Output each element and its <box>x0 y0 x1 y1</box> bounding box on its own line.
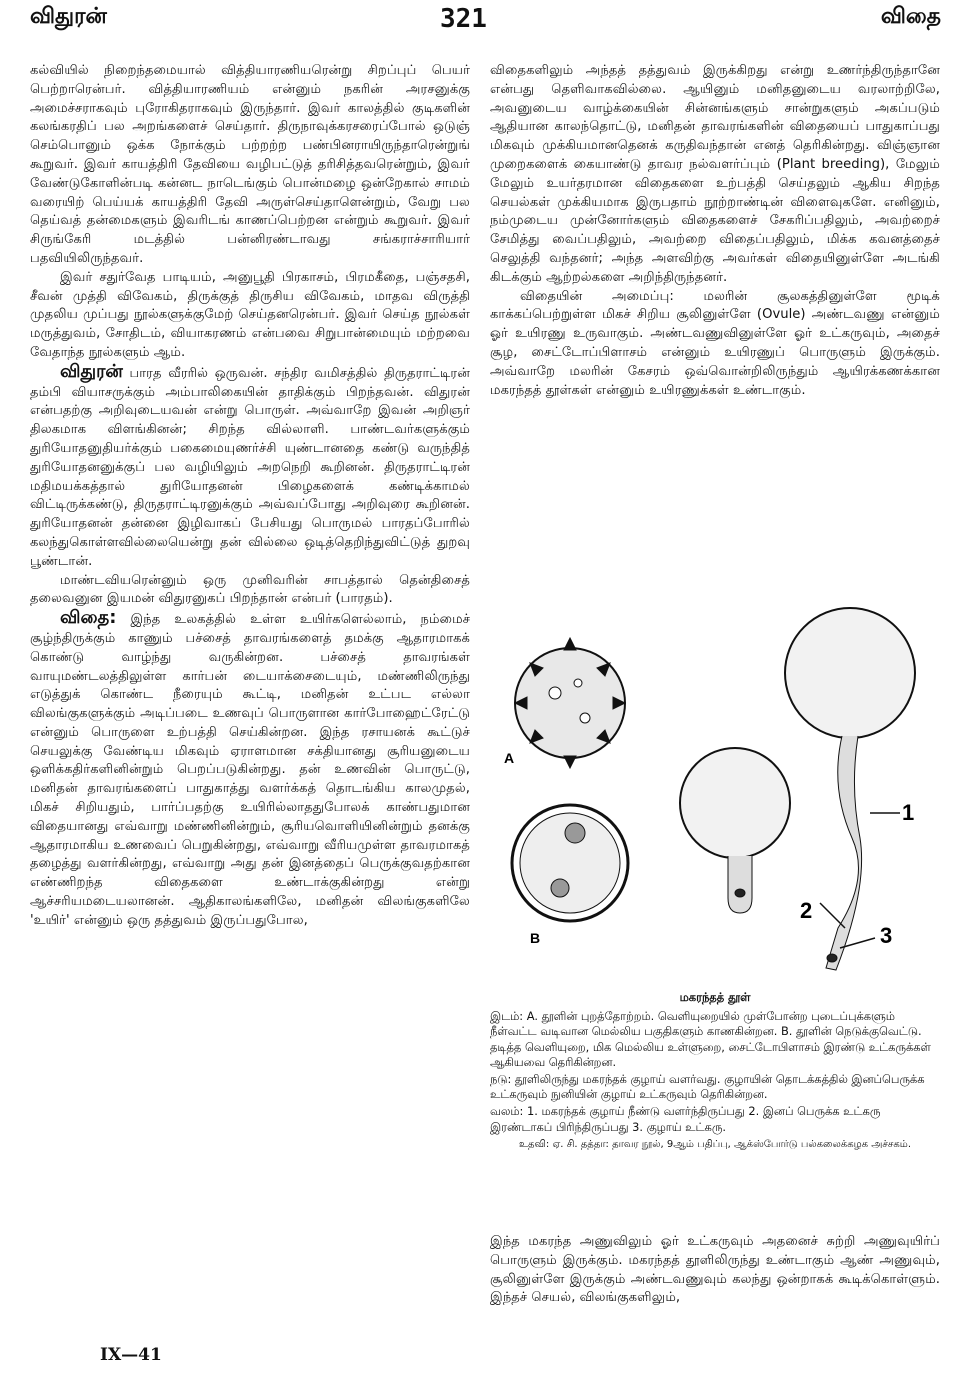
entry-vidhuran <box>30 360 470 572</box>
header-left-title: விதுரன் <box>30 4 107 29</box>
figure-label-2: 2 <box>800 898 813 923</box>
caption-right: வலம்: 1. மகரந்தக் குழாய் நீண்டு வளர்ந்திருப்பது 2. இனப் பெருக்க உட்கரு இரண்டாகப் பிரிந்திருப்பது 3. குழாய் உட்கரு. <box>490 1104 881 1134</box>
figure-caption <box>490 990 940 1154</box>
caption-credit: உதவி: ஏ. சி. தத்தா: தாவர நூல், 9ஆம் பதிப்பு, ஆக்ஸ்போர்டு பல்கலைக்கழக அச்சகம். <box>518 1138 912 1150</box>
entry-heading-vidhai: விதை: <box>60 607 117 629</box>
entry-text-vidhuran: பாரத வீரரில் ஒருவன். சந்திர வமிசத்தில் திருதராட்டிரன் தம்பி வியாசருக்கும் அம்பாலிகையின் தாதிக்கும் பிறந்தவன். விதுரன் என்பதற்கு அறிவுடையவன் என்று பொருள். அவ்வாறே இவன் அறிஞர் திலகமாக விளங்கினன்; சிறந்த வில்லாளி. பாண்டவர்களுக்கும் துரியோதனுதியர்க்கும் பகைமையுணர்ச்சி யுண்டானதை கண்டு வருந்தித் துரியோதனனுக்குப் பல வழியிலும் அறநெறி கூறினன். திருதராட்டிரன் மதிமயக்கத்தால் துரியோதனன் பிழைகளைக் கண்டிக்காமல் விட்டிருக்கண்டு, திருதராட்டிரனுக்கும் அவ்வப்போது அறிவுரை கூறினன். துரியோதனன் தன்னை இழிவாகப் பேசியது பொருமல் பாரதப்போரில் கலந்துகொள்ளவில்லையென்று தன் வில்லை ஒடித்தெறிந்துவிட்டுத் துறவு பூண்டான். <box>30 365 470 569</box>
figure-label-a: A <box>504 750 515 766</box>
page-number: 321 <box>440 4 487 34</box>
paragraph-seed-history: விதைகளிலும் அந்தத் தத்துவம் இருக்கிறது என்று உணர்ந்திருந்தானே என்பது தெளிவாகவில்லை. ஆயினும் மனிதனுடைய வரலாற்றிலே, அவனுடைய வாழ்க்கையின் சின்னங்களும் சான்றுகளும் அகப்படும் ஆதியான காலந்தொட்டு, மனிதன் தாவரங்களின் விதையைப் பாதுகாப்பது மிகவும் முக்கியமானதெனக் கருதிவந்தான் எனத் தெரிகின்றது. விஞ்ஞான முறைகளைக் கையாண்டு தாவர நல்வளர்ப்பும் (Plant breeding), மேலும் மேலும் உயர்தரமான விதைகளை உற்பத்தி செய்தலும் ஆகிய சிறந்த செயல்கள் முக்கியமாக இருபதாம் நூற்றாண்டின் விளைவுகளே. எனினும், நம்முடைய முன்னோர்களும் விதைகளைச் சேகரிப்பதிலும், அவற்றைச் சேமித்து வைப்பதிலும், அவற்றை விதைப்பதிலும், மிக்க கவனத்தைச் செலுத்தி வந்தனர்; அந்த அளவிற்கு அவர்கள் விதையினுள்ளே அடங்கி கிடக்கும் ஆற்றல்களை அறிந்திருந்தனர். <box>490 63 940 285</box>
caption-title: மகரந்தத் தூள் <box>679 990 751 1004</box>
signature-mark: IX—41 <box>100 1345 162 1365</box>
entry-text-vidhai: இந்த உலகத்தில் உள்ள உயிர்களெல்லாம், நம்மைச் சூழ்ந்திருக்கும் காணும் பச்சைத் தாவரங்களைத் தமக்கு ஆதாரமாகக் கொண்டு வாழ்ந்து வருகின்றன. பச்சைத் தாவரங்கள் வாயுமண்டலத்திலுள்ள கார்பன் டையாக்சைடையும், மண்ணிலிருந்து எடுத்துக் கொண்ட நீரையும் கூட்டி, மனிதன் உட்பட எல்லா விலங்குகளுக்கும் அடிப்படை உணவுப் பொருளான கார்போஹைட்ரேட்டு என்னும் பொருளை உற்பத்தி செய்கின்றன. இந்த ரசாயனக் கூட்டுச் செயலுக்கு வேண்டிய மிகவும் ஏராளமான சக்தியானது சூரியனுடைய ஒளிக்கதிர்களினின்றும் பெறப்படுகின்றது. தன் உணவின் பொருட்டு, மனிதன் தாவரங்களைப் பாதுகாத்து வளர்க்கத் தொடங்கிய காலமுதல், மிகச் சிறியதும், பார்ப்பதற்கு உயிரில்லாததுபோலக் காண்பதுமான விதையானது எவ்வாறு மண்ணினின்றும், சூரியவொளியினின்றும் தனக்கு ஆதாரமாகிய உணவைப் பெறுகின்றது, எவ்வாறு வீரியமுள்ள தாவரமாகத் தழைத்து வளர்கின்றது, எவ்வாறு அது தன் இனத்தைப் பெருக்குவதற்கான எண்ணிறந்த விதைகளை உண்டாக்குகின்றது என்று ஆச்சரியமடையலானன். ஆதிகாலங்களிலே, மனிதன் விலங்குகளிலே 'உயிர்' என்னும் ஒரு தத்துவம் இருப்பதுபோல, <box>30 612 470 928</box>
figure-label-3: 3 <box>880 923 893 948</box>
header-right-title: விதை <box>880 4 941 29</box>
caption-left: இடம்: A. தூளின் புறத்தோற்றம். வெளியுறையில் முள்போன்ற புடைப்புக்களும் நீள்வட்ட வடிவான மெல்லிய பகுதிகளும் காணகின்றன. B. தூளின் நெடுக்குவெட்டு. தடித்த வெளியுறை, மிக மெல்லிய உள்ளுறை, சைட்டோபிளாசம் இரண்டு உட்கருக்கள் ஆகியவை தெரிகின்றன. <box>490 1009 931 1069</box>
entry-heading-vidhuran: விதுரன் <box>60 360 123 382</box>
caption-middle: நடு: தூளிலிருந்து மகரந்தக் குழாய் வளர்வது. குழாயின் தொடக்கத்தில் இனப்பெருக்க உட்கருவும் நுனியின் குழாய் உட்கருவும் தெரிகின்றன. <box>490 1072 925 1102</box>
left-column <box>30 62 470 931</box>
paragraph-mandavya: மாண்டவியரென்னும் ஒரு முனிவரின் சாபத்தால் தென்திசைத் தலைவனுன இயமன் விதுரனுகப் பிறந்தான் என்பர் (பாரதம்). <box>30 572 470 607</box>
paragraph-vidyaranya: கல்வியில் நிறைந்தமையால் வித்தியாரணியரென்று சிறப்புப் பெயர் பெற்றாரென்பர். வித்தியாரணியம் என்னும் நகரின் அரசனுக்கு அமைச்சராகவும் புரோகிதராகவும் இருந்தார். இவர் காலத்தில் குடிகளின் கலங்கரதிப் பல அறங்களைச் செய்தார். திருநாவுக்கரசரைப்போல் ஒடுஞ் செம்பொனும் ஒக்க நோக்கும் பற்றற்ற பண்பினராயிருந்தாரென்றுங் கூறுவர். இவர் காயத்திரி தேவியை வழிபட்டுத் தரிசித்தவரென்றும், இவர் வேண்டுகோளின்படி கன்னட நாடெங்கும் பொன்மழை ஒன்றேகால் சாமம் வரையிற் பெய்யக் காயத்திரி தேவி அருள்செய்தாளென்றும், வேறு பல தெய்வத் தன்மைகளும் இவரிடங் காணப்பெற்றன என்றும் கூறுவர். இவர் சிருங்கேரி மடத்தில் பன்னிரண்டாவது சங்கராச்சாரியார் பதவியிலிருந்தவர். <box>30 63 470 266</box>
pollen-figure <box>490 598 940 988</box>
paragraph-works: இவர் சதுர்வேத பாடியம், அனுபூதி பிரகாசம், பிரமகீதை, பஞ்சதசி, சீவன் முத்தி விவேகம், திருக்குத் திருசிய விவேகம், மாதவ விருத்தி முதலிய முப்பது நூல்களுக்குமேற் செய்தனரென்பர். இவர் செய்த நூல்கள் மருத்துவம், சோதிடம், வியாகரணம் என்பவை சிறுபான்மையும் மற்றவை வேதாந்த நூல்களும் ஆம். <box>30 269 470 360</box>
pollen-grain-a <box>515 638 625 768</box>
pollen-germinating <box>680 748 790 913</box>
right-column <box>490 62 940 400</box>
right-column-bottom <box>490 1233 940 1308</box>
entry-vidhai <box>30 609 470 931</box>
figure-label-1: 1 <box>902 800 915 825</box>
paragraph-fertilization: இந்த மகரந்த அணுவிலும் ஓர் உட்கருவும் அதனைச் சுற்றி அணுவுயிர்ப் பொருளும் இருக்கும். மகரந்தத் தூளிலிருந்து உண்டாகும் ஆண் அணுவும், சூலினுள்ளே இருக்கும் அண்டவணுவும் கலந்து ஒன்றாகக் கூடிக்கொள்ளும். இந்தச் செயல், விலங்குகளிலும், <box>490 1234 940 1306</box>
figure-label-b: B <box>530 930 541 946</box>
pollen-grain-b <box>512 805 628 921</box>
pollen-illustration <box>490 598 940 988</box>
paragraph-seed-structure: விதையின் அமைப்பு: மலரின் சூலகத்தினுள்ளே மூடிக் காக்கப்பெற்றுள்ள மிகச் சிறிய சூலினுள்ளே (Ovule) அண்டவணு என்னும் ஓர் உயிரணு உருவாகும். அண்டவணுவினுள்ளே ஓர் உட்கருவும், அதைச் சூழ, சைட்டோப்பிளாசம் என்னும் உயிரணுப் பொருளும் இருக்கும். அவ்வாறே மலரின் கேசரம் ஒவ்வொன்றிலிருந்தும் ஆயிரக்கணக்கான மகரந்தத் தூள்கள் என்னும் உயிரணுக்கள் உண்டாகும். <box>490 288 940 398</box>
